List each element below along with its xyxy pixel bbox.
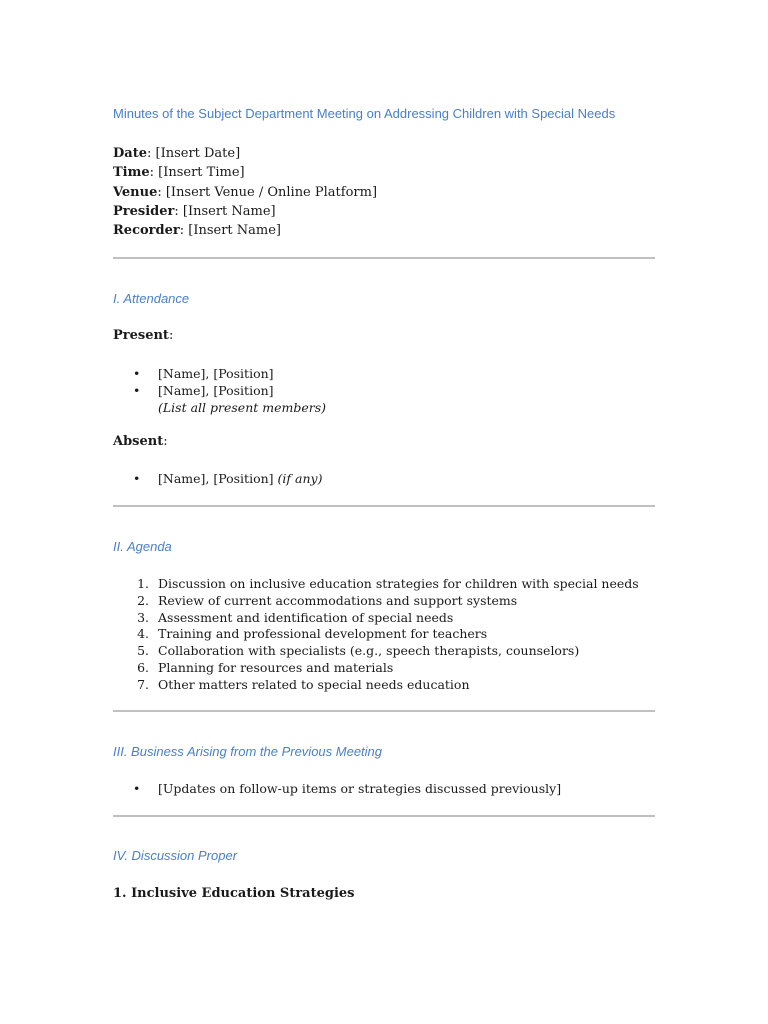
meta-recorder — [113, 221, 377, 240]
present-member: [Name], [Position] — [158, 366, 274, 381]
agenda-item — [113, 677, 639, 694]
agenda-item-text: Other matters related to special needs education — [158, 676, 470, 692]
meta-recorder-value: : [Insert Name] — [179, 223, 281, 239]
business-list — [113, 781, 561, 798]
meta-date — [113, 144, 377, 163]
agenda-item — [113, 660, 639, 677]
agenda-item-number: 4. — [137, 626, 149, 642]
agenda-item — [113, 626, 639, 643]
agenda-item-text: Collaboration with specialists (e.g., speech therapists, counselors) — [158, 643, 580, 659]
business-heading: III. Business Arising from the Previous Meeting — [113, 744, 383, 759]
attendance-heading: I. Attendance — [113, 291, 190, 306]
agenda-item-text: Review of current accommodations and support systems — [158, 592, 518, 608]
bullet-icon: • — [133, 781, 141, 796]
meta-time-label: Time — [113, 165, 150, 181]
list-item — [113, 471, 322, 488]
list-item — [113, 383, 326, 417]
agenda-item-number: 3. — [137, 609, 149, 625]
present-member: [Name], [Position] — [158, 382, 274, 398]
agenda-item — [113, 643, 639, 660]
agenda-list — [113, 576, 639, 694]
section-divider — [113, 815, 655, 817]
agenda-item-number: 2. — [137, 592, 149, 608]
document-title: Minutes of the Subject Department Meeting on Addressing Children with Special Needs — [113, 106, 616, 121]
agenda-item-number: 7. — [137, 676, 149, 692]
list-item — [113, 781, 561, 798]
absent-label — [113, 434, 168, 449]
agenda-item-text: Training and professional development for teachers — [158, 626, 488, 642]
bullet-icon: • — [133, 366, 141, 381]
absent-list — [113, 471, 322, 488]
meeting-details — [113, 144, 377, 240]
bullet-icon: • — [133, 382, 141, 398]
meta-presider-value: : [Insert Name] — [174, 203, 276, 219]
list-item — [113, 366, 326, 383]
agenda-item — [113, 593, 639, 610]
meta-date-value: : [Insert Date] — [146, 146, 241, 161]
agenda-item-number: 6. — [137, 659, 149, 675]
section-divider — [113, 710, 655, 712]
agenda-item-text: Assessment and identification of special needs — [158, 609, 454, 625]
section-divider — [113, 257, 655, 259]
meta-presider-label: Presider — [113, 203, 175, 219]
meta-time — [113, 163, 377, 182]
meta-venue-label: Venue — [113, 184, 158, 200]
section-divider — [113, 505, 655, 507]
meta-time-value: : [Insert Time] — [149, 165, 245, 181]
absent-member: [Name], [Position] — [158, 471, 274, 486]
meta-date-label: Date — [113, 146, 147, 161]
business-item: [Updates on follow-up items or strategies discussed previously] — [158, 781, 562, 796]
agenda-item — [113, 576, 639, 593]
agenda-item — [113, 610, 639, 627]
meta-venue — [113, 183, 377, 202]
absent-note: (if any) — [277, 471, 323, 486]
absent-label-text: Absent — [113, 434, 164, 449]
present-label-colon: : — [168, 328, 174, 343]
meta-venue-value: : [Insert Venue / Online Platform] — [157, 184, 378, 200]
present-list — [113, 366, 326, 416]
agenda-item-text: Discussion on inclusive education strategies for children with special needs — [158, 576, 639, 591]
discussion-subheading: 1. Inclusive Education Strategies — [113, 886, 355, 901]
meta-presider — [113, 202, 377, 221]
agenda-item-number: 5. — [137, 643, 149, 659]
agenda-item-text: Planning for resources and materials — [158, 659, 394, 675]
present-label — [113, 328, 173, 343]
present-label-text: Present — [113, 328, 169, 343]
present-note: (List all present members) — [158, 399, 327, 415]
agenda-item-number: 1. — [137, 576, 149, 591]
discussion-heading: IV. Discussion Proper — [113, 848, 238, 863]
meta-recorder-label: Recorder — [113, 223, 180, 239]
agenda-heading: II. Agenda — [113, 539, 172, 554]
absent-label-colon: : — [163, 434, 168, 449]
bullet-icon: • — [133, 471, 141, 486]
